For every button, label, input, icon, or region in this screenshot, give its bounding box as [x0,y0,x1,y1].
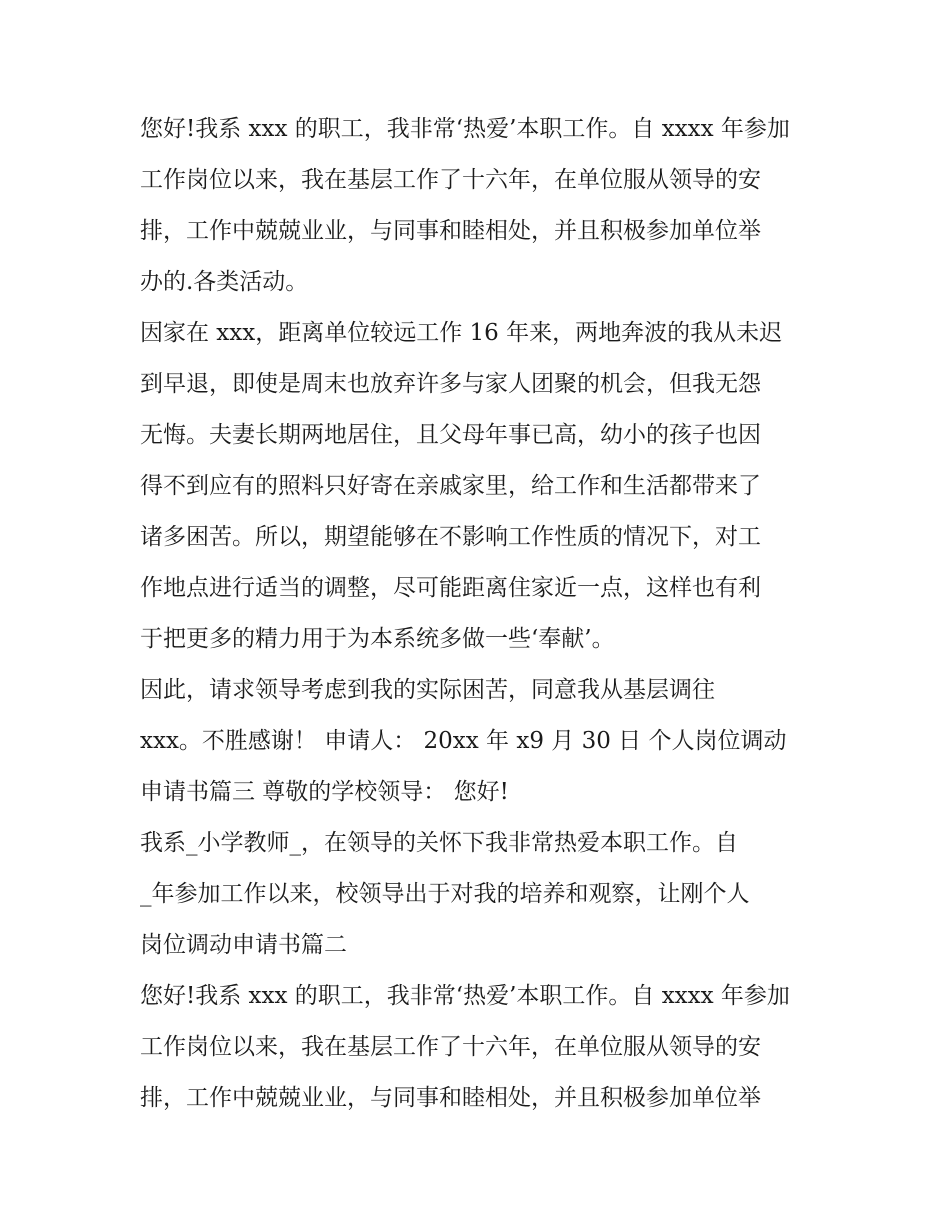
text-line: 排，工作中兢兢业业，与同事和睦相处，并且积极参加单位举 [140,1085,761,1111]
text-line: 您好!我系 xxx 的职工，我非常‘热爱’本职工作。自 xxxx 年参加 [140,116,790,142]
text-line: 到早退，即使是周末也放弃许多与家人团聚的机会，但我无怨 [140,371,761,397]
text-line: 您好!我系 xxx 的职工，我非常‘热爱’本职工作。自 xxxx 年参加 [140,983,790,1009]
text-line: 得不到应有的照料只好寄在亲戚家里，给工作和生活都带来了 [140,473,761,499]
text-line: _年参加工作以来，校领导出于对我的培养和观察，让刚个人 [140,881,750,907]
document-body [140,104,820,1124]
text-line: 作地点进行适当的调整，尽可能距离住家近一点，这样也有利 [140,575,761,601]
text-line: 诸多困苦。所以，期望能够在不影响工作性质的情况下，对工 [140,524,761,550]
text-line: 因此，请求领导考虑到我的实际困苦，同意我从基层调往 [140,677,715,703]
text-line: 办的.各类活动。 [140,269,309,295]
text-line: 因家在 xxx，距离单位较远工作 16 年来，两地奔波的我从未迟 [140,320,783,346]
text-line: 工作岗位以来，我在基层工作了十六年，在单位服从领导的安 [140,167,761,193]
text-line: xxx。不胜感谢！ 申请人： 20xx 年 x9 月 30 日 个人岗位调动 [140,728,787,754]
text-line: 排，工作中兢兢业业，与同事和睦相处，并且积极参加单位举 [140,218,761,244]
text-line: 岗位调动申请书篇二 [140,932,347,958]
text-line: 我系_小学教师_，在领导的关怀下我非常热爱本职工作。自 [140,830,738,856]
text-line: 申请书篇三 尊敬的学校领导： 您好! [140,779,509,805]
text-line: 工作岗位以来，我在基层工作了十六年，在单位服从领导的安 [140,1034,761,1060]
text-line: 于把更多的精力用于为本系统多做一些‘奉献’。 [140,626,615,652]
text-line: 无悔。夫妻长期两地居住，且父母年事已高，幼小的孩子也因 [140,422,761,448]
